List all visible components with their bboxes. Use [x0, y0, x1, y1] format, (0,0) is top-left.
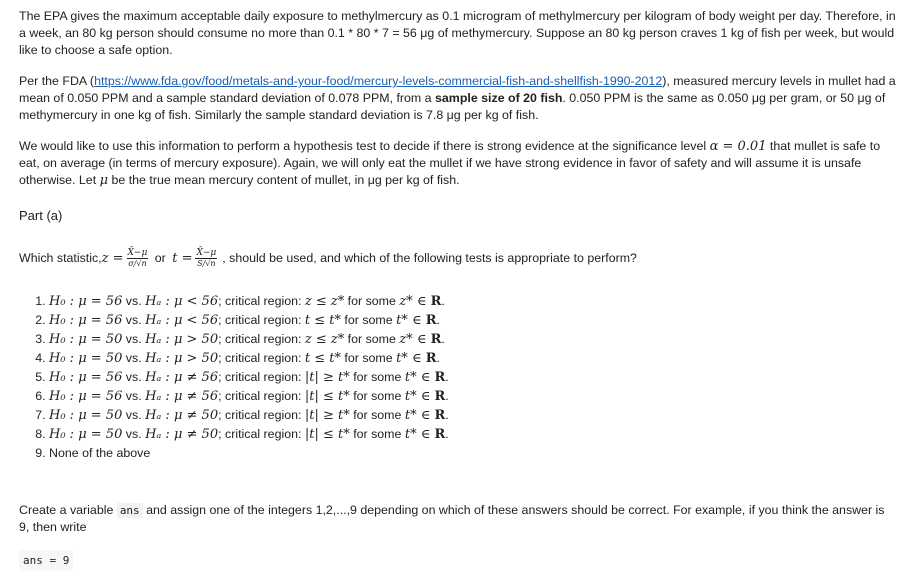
- fda-text-pre: Per the FDA (: [19, 74, 95, 88]
- hyp-text-c: be the true mean mercury content of mullet, in μg per kg of fish.: [108, 173, 460, 187]
- answer-option: 1. H₀ : μ = 56 vs. Hₐ : μ < 56; critical region: z ≤ z* for some z* ∈ R.: [49, 292, 896, 311]
- question-text-b: , should be used, and which of the following tests is appropriate to perform?: [222, 250, 637, 265]
- statistic-question: [19, 238, 896, 278]
- intro-paragraph-fda: [19, 73, 896, 124]
- or-text: or: [151, 250, 170, 265]
- hyp-text-a: We would like to use this information to perform a hypothesis test to decide if there is strong evidence at the significance level: [19, 139, 710, 153]
- z-statistic-fraction: [127, 248, 149, 269]
- t-denominator: S/√n: [197, 258, 216, 268]
- answer-option: 6. H₀ : μ = 56 vs. Hₐ : μ ≠ 56; critical region: |t| ≤ t* for some t* ∈ R.: [49, 387, 896, 406]
- mu-symbol: μ: [99, 173, 109, 188]
- t-statistic-lhs: t =: [172, 250, 193, 266]
- answer-options-list: [19, 292, 896, 462]
- fda-text-mid: ), measured mercury levels in mullet had a mean of 0.050 PPM and a sample standard deviation of 0.078 PPM, from a: [19, 74, 896, 105]
- answer-option-none: 9. None of the above: [49, 444, 896, 462]
- answer-option: 2. H₀ : μ = 56 vs. Hₐ : μ < 56; critical region: t ≤ t* for some t* ∈ R.: [49, 311, 896, 330]
- ans-code-inline: ans: [117, 503, 143, 518]
- instructions-text-a: Create a variable: [19, 503, 117, 517]
- fda-link[interactable]: https://www.fda.gov/food/metals-and-your-food/mercury-levels-commercial-fish-and-shellfish-1990-2012: [94, 74, 663, 88]
- fda-text-post: . 0.050 PPM is the same as 0.050 μg per gram, or 50 μg of methymercury in one kg of fish. Similarly the sample standard deviation is 7.8 μg per kg of fish.: [19, 91, 886, 122]
- sample-size-bold: sample size of 20 fish: [435, 91, 563, 105]
- t-statistic-fraction: [195, 248, 217, 269]
- intro-paragraph-hypothesis: [19, 138, 896, 189]
- spacer: [19, 462, 896, 502]
- part-heading: Part (a): [19, 208, 63, 223]
- instructions-text-b: and assign one of the integers 1,2,...,9 depending on which of these answers should be correct. For example, if you think the answer is 9, then write: [19, 503, 885, 534]
- answer-option: 7. H₀ : μ = 50 vs. Hₐ : μ ≠ 50; critical region: |t| ≥ t* for some t* ∈ R.: [49, 406, 896, 425]
- answer-option: 3. H₀ : μ = 50 vs. Hₐ : μ > 50; critical region: z ≤ z* for some z* ∈ R.: [49, 330, 896, 349]
- answer-option: 8. H₀ : μ = 50 vs. Hₐ : μ ≠ 50; critical region: |t| ≤ t* for some t* ∈ R.: [49, 425, 896, 444]
- z-numerator: X̄−μ: [127, 247, 148, 258]
- intro-paragraph-epa: The EPA gives the maximum acceptable daily exposure to methylmercury as 0.1 microgram of methylmercury per kilogram of body weight per day. Therefore, in a week, an 80 kg person should consume no more than 0.1 * 80 * 7 = 56 μg of methymercury. Suppose an 80 kg person craves 1 kg of fish per week, but would like to choose a safe option.: [19, 9, 896, 57]
- z-statistic-lhs: z =: [101, 250, 124, 266]
- hyp-text-b: that mullet is safe to eat, on average (in terms of mercury exposure). Again, we will only eat the mullet if we have strong evidence in favor of safety and will assume it is unsafe otherwise. Let: [19, 139, 881, 187]
- alpha-level: α = 0.01: [709, 139, 767, 154]
- question-text-a: Which statistic,: [19, 250, 102, 265]
- answer-option: 5. H₀ : μ = 56 vs. Hₐ : μ ≠ 56; critical region: |t| ≥ t* for some t* ∈ R.: [49, 368, 896, 387]
- answer-option: 4. H₀ : μ = 50 vs. Hₐ : μ > 50; critical region: t ≤ t* for some t* ∈ R.: [49, 349, 896, 368]
- instructions-paragraph: [19, 502, 896, 536]
- z-denominator: σ/√n: [128, 258, 147, 268]
- t-numerator: X̄−μ: [196, 247, 217, 258]
- example-code-block: ans = 9: [19, 550, 73, 571]
